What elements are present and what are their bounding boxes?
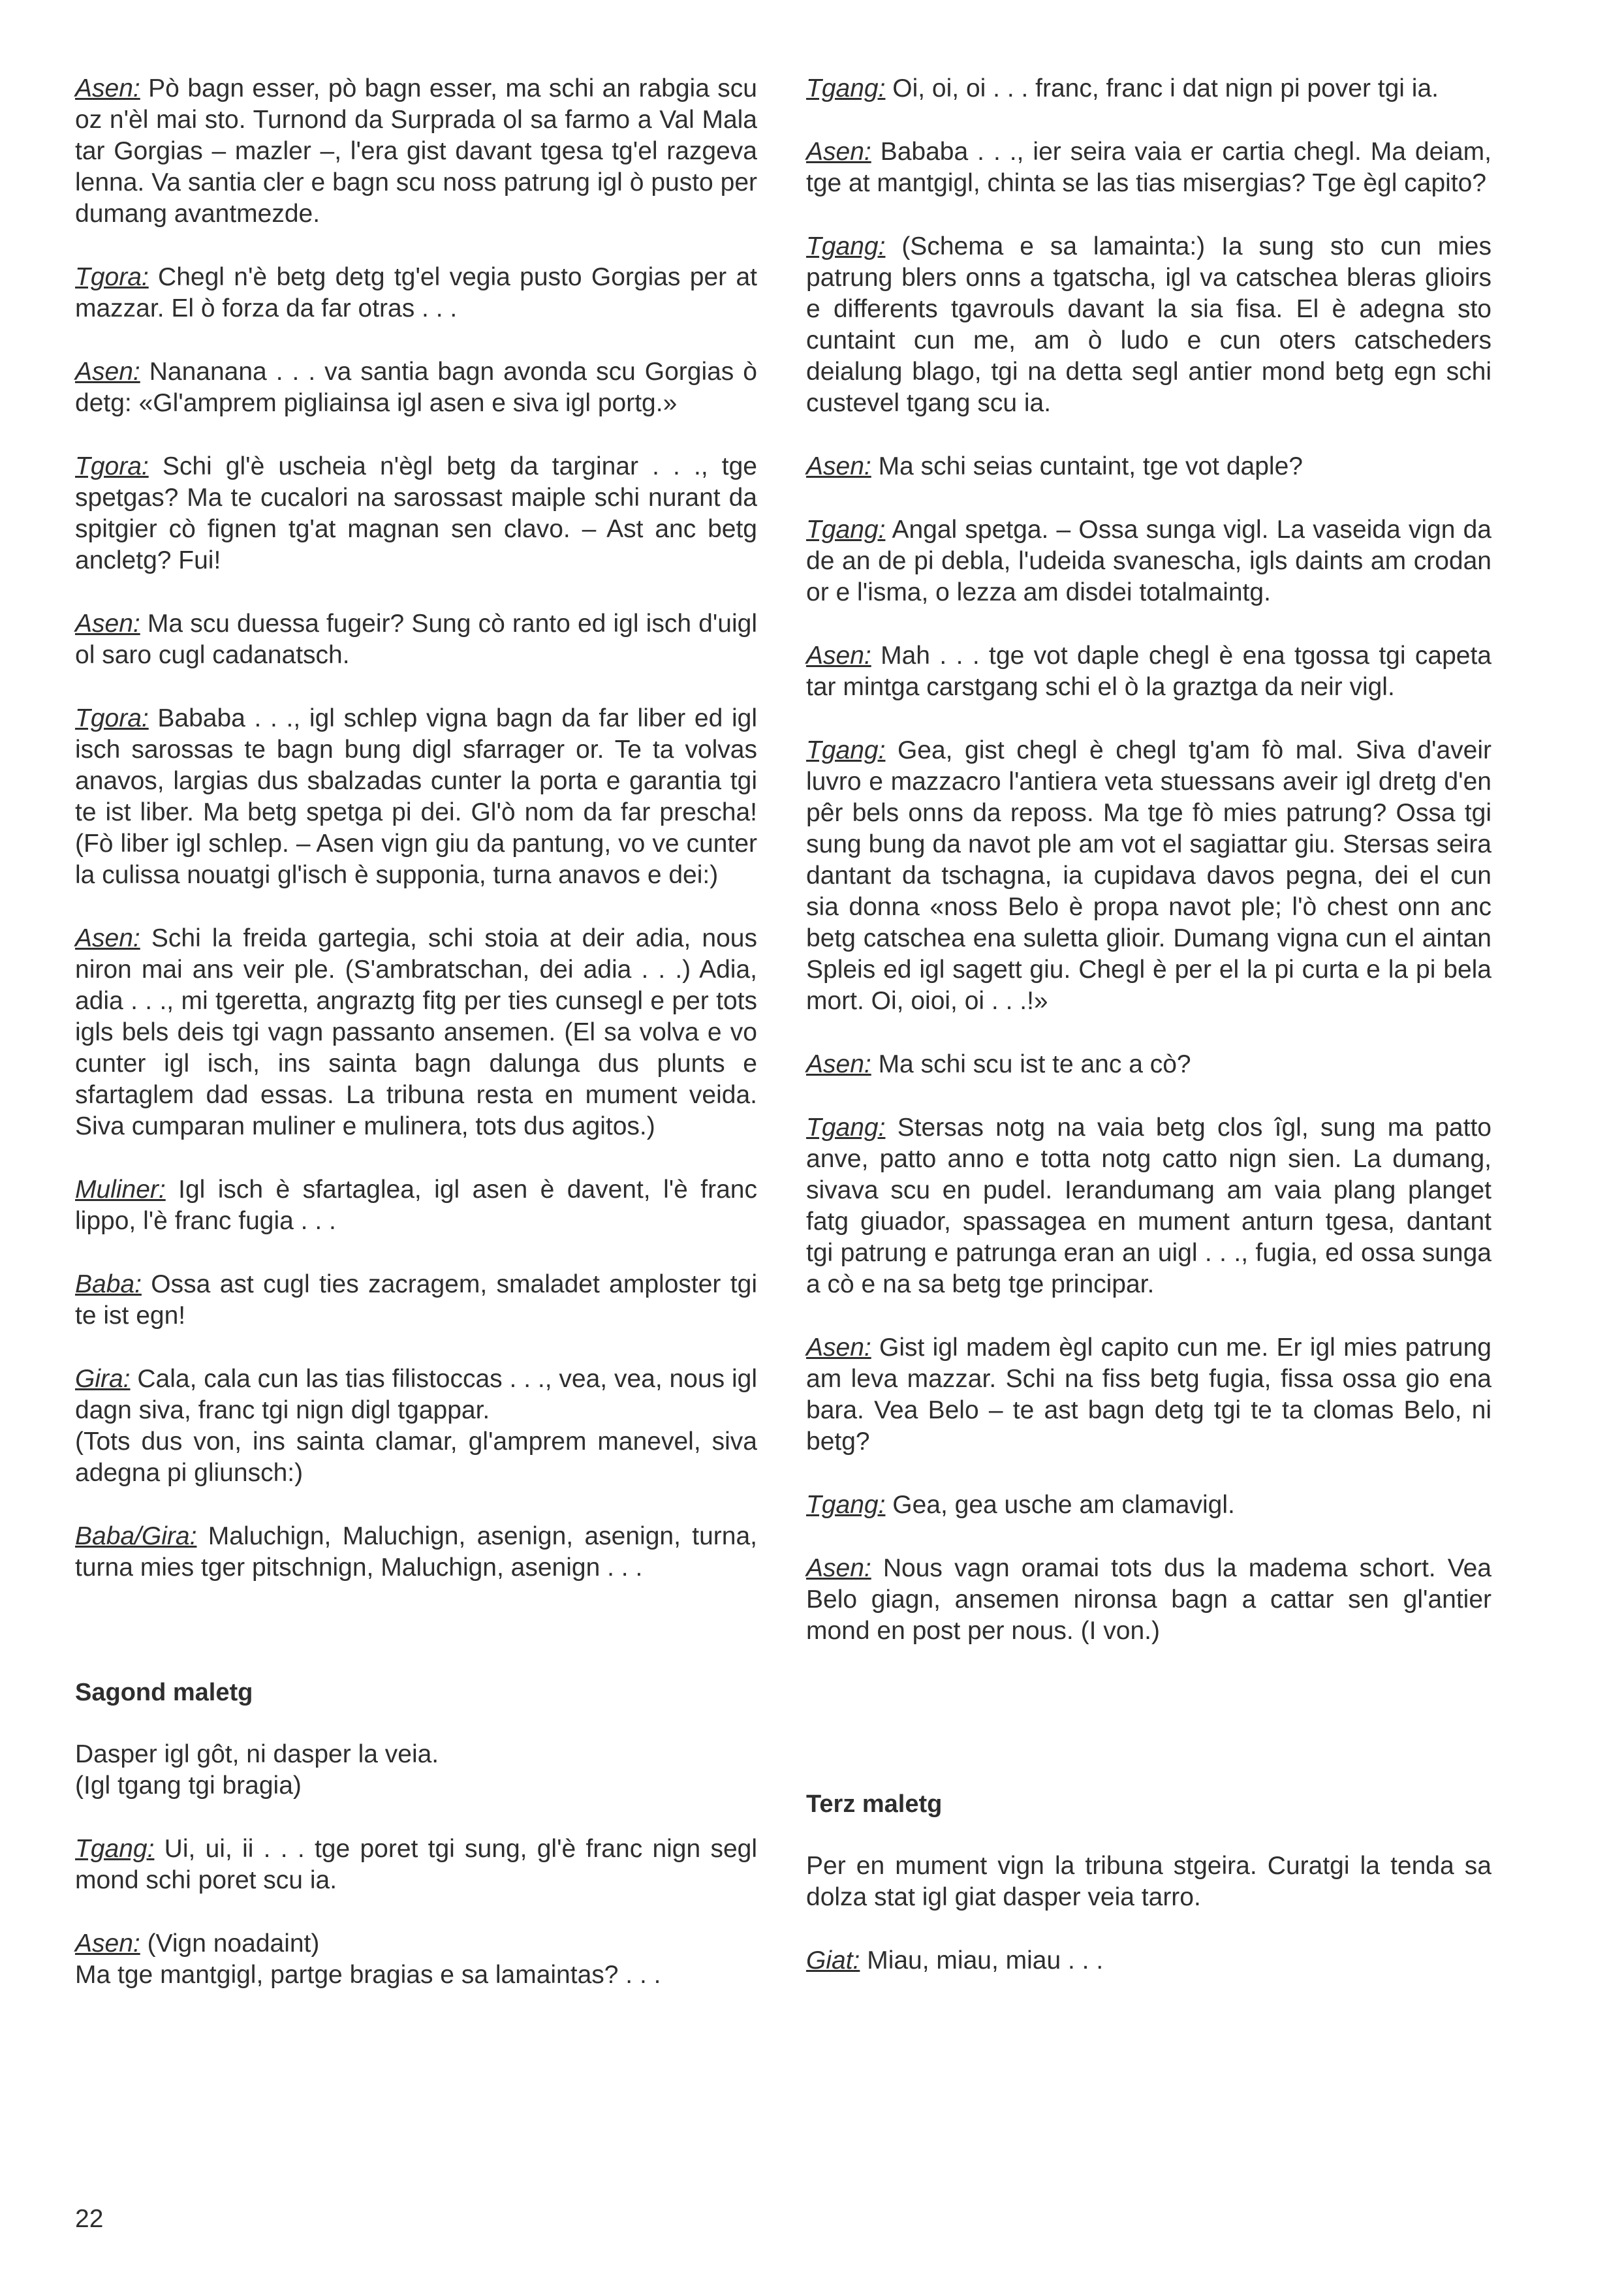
speaker-name: Baba: [75,1270,142,1298]
speaker-name: Baba/Gira: [75,1522,197,1550]
dialogue-line [806,1945,1491,1976]
stage-direction: (Igl tgang tgi bragia) [75,1772,302,1800]
speaker-name: Tgang: [806,516,886,544]
speaker-name: Asen: [75,610,140,638]
dialogue-text: Nananana . . . va santia bagn avonda scu Gorgias ò detg: «Gl'amprem pigliainsa igl asen e siva igl portg.» [75,358,757,417]
scene-setting: Dasper igl gôt, ni dasper la veia. [75,1740,439,1768]
dialogue-text: Schi la freida gartegia, schi stoia at deir adia, nous niron mai ans veir ple. (S'ambratschan, dei adia . . .) Adia, adia . . ., mi tgeretta, angraztg fitg per ties cunsegl e per tots igls bels deis tgi vagn passanto ansemen. (El sa volva e vo cunter igl isch, ins sainta bagn dalunga dus plunts e sfartaglem dad essas. La tribuna resta en mument veida. Siva cumparan muliner e mulinera, tots dus agitos.) [75,924,757,1140]
dialogue-line [75,451,757,576]
dialogue-line [75,703,757,891]
speaker-name: Tgang: [806,1114,886,1142]
dialogue-line [806,1553,1491,1647]
speaker-name: Muliner: [75,1176,166,1204]
dialogue-line [806,73,1491,104]
dialogue-text: (Schema e sa lamainta:) Ia sung sto cun mies patrung blers onns a tgatscha, igl va catschea bleras glioirs e differents tgavrouls davant la sia fisa. El è adegna sto cuntaint cun me, am ò ludo e cun oters catscheders deialung blago, tgi na detta segl antier mond betg egn schi custevel tgang scu ia. [806,232,1491,417]
dialogue-text: Angal spetga. – Ossa sunga vigl. La vaseida vign da de an de pi debla, l'udeida svanescha, igls daints am crodan or e l'isma, o lezza am disdei totalmaintg. [806,516,1491,606]
speaker-name: Tgang: [75,1835,155,1863]
speaker-name: Asen: [806,452,871,480]
dialogue-line [806,1049,1491,1080]
dialogue-text: Gea, gea usche am clamavigl. [885,1491,1235,1519]
dialogue-line [75,262,757,324]
dialogue-line [75,1521,757,1584]
dialogue-text: Ma scu duessa fugeir? Sung cò ranto ed igl isch d'uigl ol saro cugl cadanatsch. [75,610,757,669]
speaker-name: Asen: [806,1334,871,1362]
dialogue-text: Bababa . . ., ier seira vaia er cartia chegl. Ma deiam, tge at mantgigl, chinta se las tias misergias? Tge ègl capito? [806,138,1491,197]
speaker-name: Tgora: [75,452,149,480]
speaker-name: Tgang: [806,736,886,764]
speaker-name: Asen: [806,138,871,166]
dialogue-text: Ma schi seias cuntaint, tge vot daple? [871,452,1303,480]
dialogue-text: Gist igl madem ègl capito cun me. Er igl mies patrung am leva mazzar. Schi na fiss betg fugia, fissa ossa gio ena bara. Vea Belo – te ast bagn detg tgi te ta clomas Belo, ni betg? [806,1334,1491,1456]
dialogue-line [75,1928,757,1959]
speaker-name: Giat: [806,1946,860,1975]
dialogue-line [806,1490,1491,1521]
dialogue-text: Schi gl'è uscheia n'ègl betg da targinar . . ., tge spetgas? Ma te cucalori na sarossast maiple schi nurant da spitgier cò fignen tg'at magnan sen clavo. – Ast anc betg ancletg? Fui! [75,452,757,574]
speaker-name: Tgang: [806,232,886,260]
speaker-name: Tgora: [75,263,149,291]
dialogue-line [75,1834,757,1896]
dialogue-line [806,231,1491,419]
dialogue-text: Ossa ast cugl ties zacragem, smaladet amploster tgi te ist egn! [75,1270,757,1330]
dialogue-text: Bababa . . ., igl schlep vigna bagn da far liber ed igl isch sarossas te bagn bung digl sfarrager or. Te ta volvas anavos, largias dus sbalzadas cunter la porta e garantia tgi te ist liber. Ma betg spetga pi dei. Gl'ò nom da far prescha! (Fò liber igl schlep. – Asen vign giu da pantung, vo ve cunter la culissa nouatgi gl'isch è supponia, turna anavos e dei:) [75,704,757,889]
dialogue-line [806,735,1491,1017]
speaker-name: Tgora: [75,704,149,732]
dialogue-text: Chegl n'è betg detg tg'el vegia pusto Gorgias per at mazzar. El ò forza da far otras . . . [75,263,757,322]
dialogue-text: Ma schi scu ist te anc a cò? [871,1050,1191,1078]
speaker-name: Asen: [806,1554,871,1582]
speaker-name: Gira: [75,1365,131,1393]
dialogue-text: (Vign noadaint) [140,1929,320,1958]
speaker-name: Tgang: [806,1491,886,1519]
scene-setting: Per en mument vign la tribuna stgeira. Curatgi la tenda sa dolza stat igl giat dasper veia tarro. [806,1852,1491,1911]
speaker-name: Tgang: [806,74,886,102]
dialogue-line [75,73,757,230]
dialogue-text: Pò bagn esser, pò bagn esser, ma schi an rabgia scu oz n'èl mai sto. Turnond da Surprada ol sa farmo a Val Mala tar Gorgias – mazler –, l'era gist davant tgesa tg'el razgeva lenna. Va santia cler e bagn scu noss patrung igl ò pusto per dumang avantmezde. [75,74,757,228]
dialogue-text: Ui, ui, ii . . . tge poret tgi sung, gl'è franc nign segl mond schi poret scu ia. [75,1835,757,1894]
stage-direction: (Tots dus von, ins sainta clamar, gl'amprem manevel, siva adegna pi gliunsch:) [75,1428,757,1487]
dialogue-line [75,1174,757,1237]
dialogue-text: Oi, oi, oi . . . franc, franc i dat nign pi pover tgi ia. [885,74,1439,102]
dialogue-line [806,451,1491,482]
dialogue-text: Ma tge mantgigl, partge bragias e sa lamaintas? . . . [75,1961,661,1989]
dialogue-line [75,923,757,1142]
dialogue-text: Gea, gist chegl è chegl tg'am fò mal. Siva d'aveir luvro e mazzacro l'antiera veta stuessans aveir igl dretg d'en pêr bels onns da reposs. Ma tge fò mies patrung? Ossa tgi sung bung da navot ple am vot el sagiattar giu. Stersas seira dantant da tschagna, ia cupidava davos pegna, dei el cun sia donna «noss Belo è propa navot ple; l'ò chest onn anc betg catschea ena suletta glioir. Dumang vigna cun el aintan Spleis ed igl sagett giu. Chegl è per el la pi curta e la pi bela mort. Oi, oioi, oi . . .!» [806,736,1491,1015]
speaker-name: Asen: [75,924,140,952]
speaker-name: Asen: [75,358,140,386]
page-number: 22 [75,2205,104,2233]
left-column [75,73,757,1991]
dialogue-line [806,136,1491,199]
dialogue-text: Igl isch è sfartaglea, igl asen è davent, l'è franc lippo, l'è franc fugia . . . [75,1176,757,1235]
dialogue-line [806,514,1491,608]
speaker-name: Asen: [806,1050,871,1078]
dialogue-line [75,1269,757,1332]
section-heading: Sagond maletg [75,1679,253,1706]
dialogue-text: Cala, cala cun las tias filistoccas . . ., vea, vea, nous igl dagn siva, franc tgi nign digl tgappar. [75,1365,757,1424]
dialogue-line [806,640,1491,703]
dialogue-text: Nous vagn oramai tots dus la madema schort. Vea Belo giagn, ansemen nironsa bagn a cattar sen gl'antier mond en post per nous. (I von.) [806,1554,1491,1645]
dialogue-text: Miau, miau, miau . . . [860,1946,1104,1975]
dialogue-line [75,608,757,671]
right-column [806,73,1491,1976]
dialogue-text: Maluchign, Maluchign, asenign, asenign, turna, turna mies tger pitschnign, Maluchign, asenign . . . [75,1522,757,1582]
dialogue-line [75,1364,757,1426]
dialogue-line [806,1332,1491,1458]
dialogue-line [75,356,757,419]
speaker-name: Asen: [75,1929,140,1958]
dialogue-text: Mah . . . tge vot daple chegl è ena tgossa tgi capeta tar mintga carstgang schi el ò la graztga da neir vigl. [806,642,1491,701]
speaker-name: Asen: [75,74,140,102]
dialogue-line [806,1112,1491,1300]
speaker-name: Asen: [806,642,871,670]
section-heading: Terz maletg [806,1790,943,1818]
dialogue-text: Stersas notg na vaia betg clos îgl, sung ma patto anve, patto anno e totta notg catto nign sien. La dumang, sivava scu en pudel. Ierandumang am vaia plang planget fatg giuador, spassagea en mument anturn tgesa, dantant tgi patrung e patrunga eran an uigl . . ., fugia, ed ossa sunga a cò e na sa betg tge principar. [806,1114,1491,1298]
